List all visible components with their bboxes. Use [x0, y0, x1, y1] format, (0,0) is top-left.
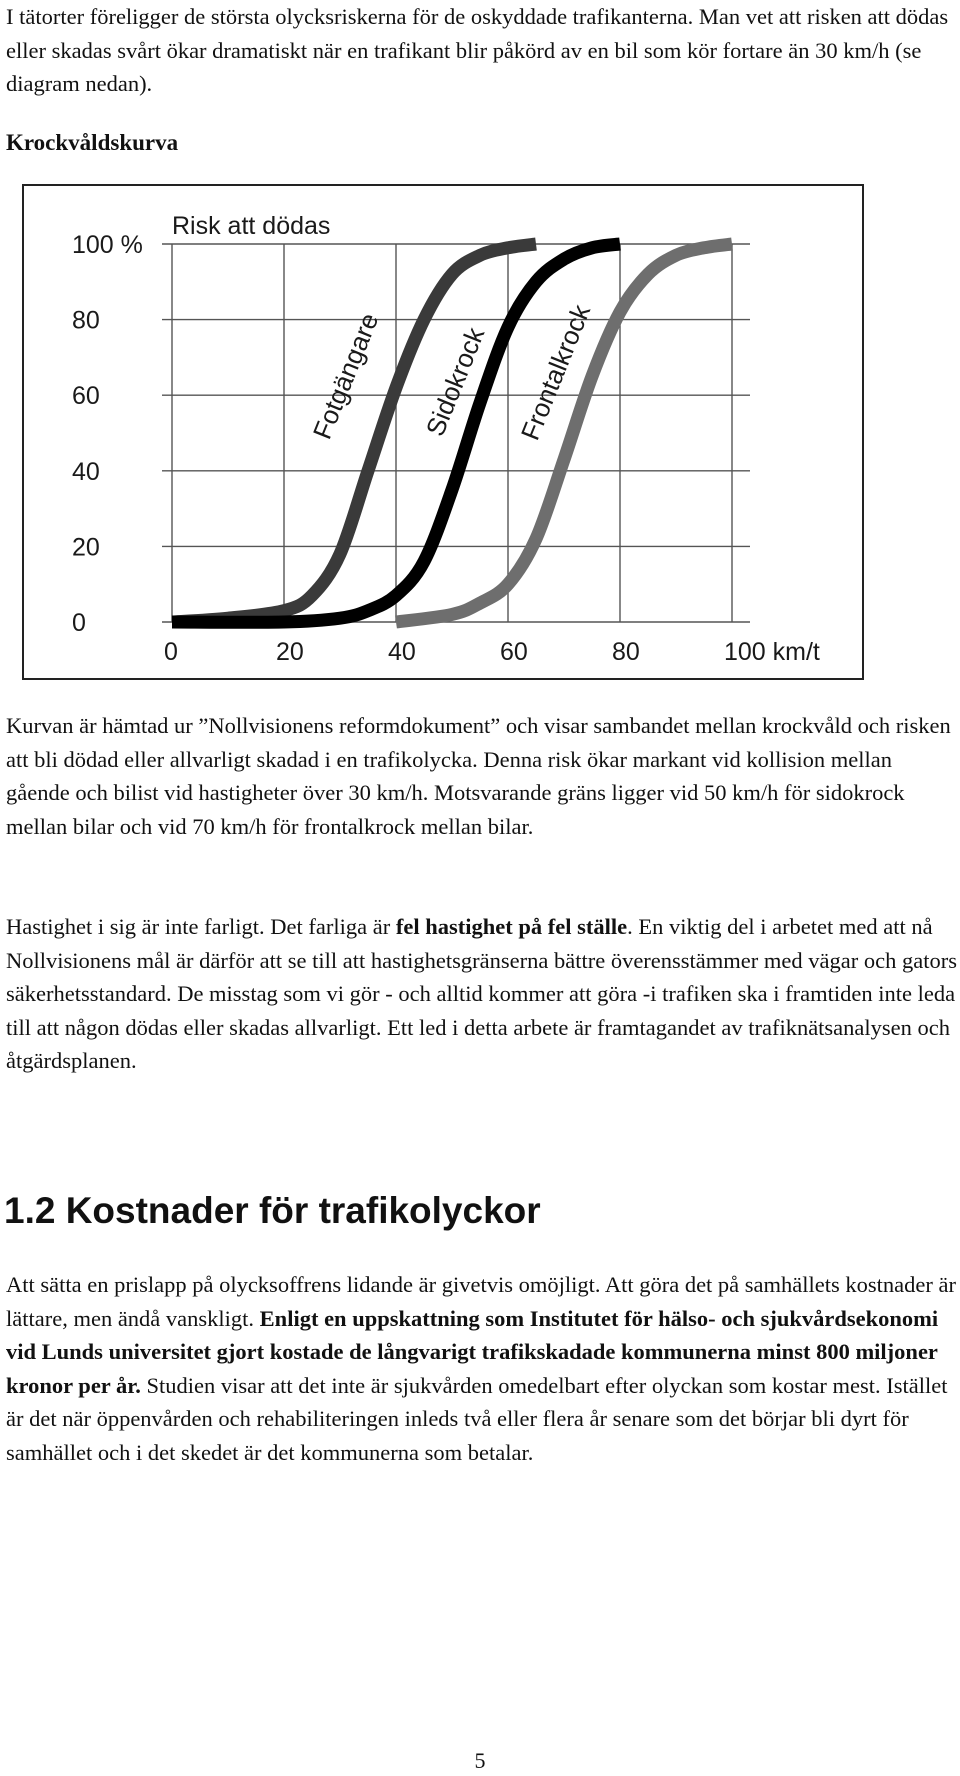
figure-title: Krockvåldskurva	[6, 130, 179, 155]
costs-paragraph	[6, 1268, 960, 1469]
x-tick-label: 80	[612, 638, 640, 666]
costs-text-start: Att sätta en prislapp på olycksoffrens lidande är givetvis omöjligt. Att göra det på samhällets kostnader är lättare, men ändå vanskligt.	[6, 1272, 956, 1331]
series-label-sidokrock: Sidokrock	[419, 323, 491, 441]
speed-emphasis: fel hastighet på fel ställe	[395, 914, 628, 939]
page-number: 5	[474, 1748, 486, 1773]
x-tick-label: 40	[388, 638, 416, 666]
speed-text-end: . En viktig del i arbetet med att nå Nollvisionens mål är därför att se till att hastighetsgränserna bättre överensstämmer med vägar och gators säkerhetsstandard. De misstag som vi gör - och alltid kommer att göra -i trafiken ska i framtiden inte leda till att någon dödas eller skadas allvarligt. Ett led i detta arbete är framtagandet av trafiknätsanalysen och åtgärdsplanen.	[6, 914, 957, 1073]
y-tick-label: 80	[72, 306, 100, 335]
crash-violence-chart	[22, 184, 864, 680]
x-tick-label: 60	[500, 638, 528, 666]
y-tick-label: 100 %	[72, 231, 143, 259]
y-tick-label: 40	[72, 457, 100, 486]
costs-emphasis: Enligt en uppskattning som Institutet för hälso- och sjukvårdsekonomi vid Lunds universitet gjort kostade de långvarigt trafikskadade kommunerna minst 800 miljoner kronor per år.	[6, 1305, 939, 1398]
intro-paragraph: I tätorter föreligger de största olycksriskerna för de oskyddade trafikanterna. Man vet att risken att dödas eller skadas svårt ökar dramatiskt när en trafikant blir påkörd av en bil som kör fortare än 30 km/h (se diagram nedan).	[6, 4, 949, 96]
x-tick-label: 100 km/t	[724, 638, 820, 666]
x-tick-label: 0	[164, 638, 178, 666]
speed-text-start: Hastighet i sig är inte farligt. Det farliga är	[6, 914, 396, 939]
y-tick-label: 0	[72, 609, 86, 637]
y-tick-label: 60	[72, 382, 100, 411]
series-label-frontalkrock: Frontalkrock	[514, 300, 597, 445]
series-line-fotgängare	[172, 244, 536, 622]
chart-title: Risk att dödas	[172, 212, 331, 240]
section-heading: 1.2 Kostnader för trafikolyckor	[4, 1190, 541, 1231]
chart-source-paragraph: Kurvan är hämtad ur ”Nollvisionens reformdokument” och visar sambandet mellan krockvåld och risken att bli dödad eller allvarligt skadad i en trafikolycka. Denna risk ökar markant vid kollision mellan gående och bilist vid hastigheter över 30 km/h. Motsvarande gräns ligger vid 50 km/h för sidokrock mellan bilar och vid 70 km/h för frontalkrock mellan bilar.	[6, 713, 951, 839]
y-tick-label: 20	[72, 533, 100, 562]
costs-text-end: Studien visar att det inte är sjukvården omedelbart efter olyckan som kostar mest. Istället är det när öppenvården och rehabiliteringen inleds två eller flera år senare som det börjar bli dyrt för samhället och i det skedet är det kommunerna som betalar.	[6, 1372, 948, 1465]
x-tick-label: 20	[276, 638, 304, 666]
series-label-fotgängare: Fotgängare	[306, 308, 385, 444]
speed-paragraph	[6, 910, 960, 1078]
